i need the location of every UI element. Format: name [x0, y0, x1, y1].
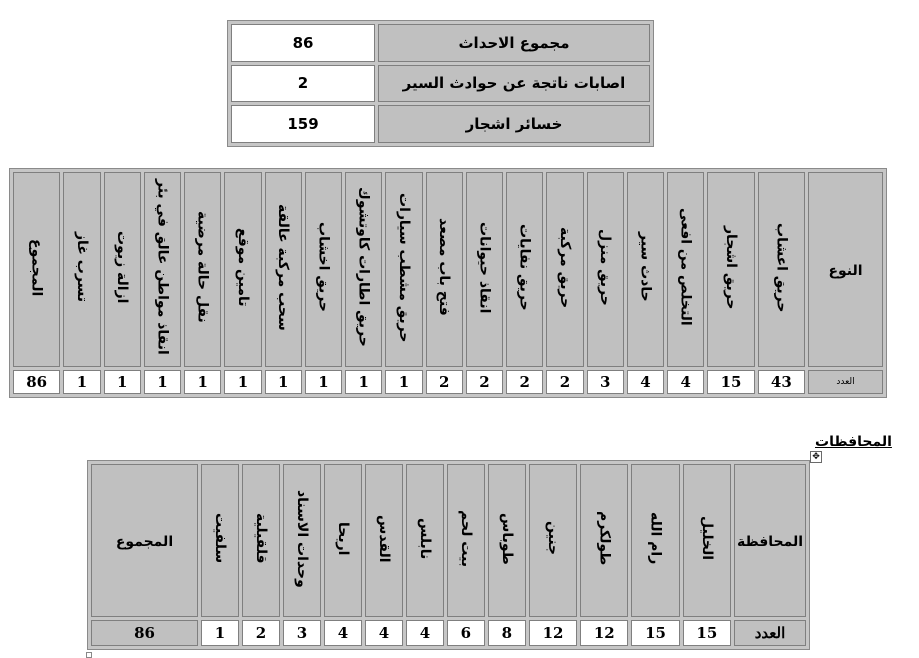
types-header-row [13, 172, 883, 367]
types-count-row [13, 370, 883, 394]
type-count: 1 [184, 370, 221, 394]
type-count: 4 [667, 370, 704, 394]
gov-header-cell [529, 464, 577, 617]
summary-value: 159 [231, 105, 375, 143]
type-header-cell [758, 172, 805, 367]
gov-count: 2 [242, 620, 280, 646]
gov-header-cell [365, 464, 403, 617]
gov-count: 15 [683, 620, 731, 646]
type-name: حريق منزل [597, 228, 614, 306]
type-header-cell [144, 172, 181, 367]
gov-name: جنين [545, 521, 561, 556]
resize-handle[interactable] [86, 652, 92, 658]
gov-header-cell [631, 464, 679, 617]
gov-name: القدس [375, 514, 392, 563]
gov-count: 8 [488, 620, 526, 646]
governorates-title: المحافظات [815, 434, 892, 450]
type-header-cell [305, 172, 342, 367]
type-name: حريق اطارات كاوتشوك [355, 187, 372, 348]
gov-count: 1 [201, 620, 239, 646]
gov-count: 6 [447, 620, 485, 646]
type-header-cell [426, 172, 463, 367]
gov-name: سلفيت [211, 513, 228, 564]
summary-table [227, 20, 654, 147]
type-count: 43 [758, 370, 805, 394]
gov-header-cell [242, 464, 280, 617]
type-count: 1 [63, 370, 100, 394]
type-header-cell [546, 172, 583, 367]
type-count: 1 [385, 370, 422, 394]
type-count: 15 [707, 370, 754, 394]
gov-count: 4 [406, 620, 444, 646]
move-handle-icon[interactable]: ✥ [810, 451, 822, 463]
types-total-label: المجموع [28, 238, 45, 296]
type-name: سحب مركبة عالقة [275, 203, 292, 331]
type-name: انقاذ حيوانات [476, 221, 493, 314]
type-name: حريق اعشاب [773, 222, 790, 313]
incident-types-table [9, 168, 887, 398]
gov-name: الخليل [698, 516, 715, 561]
type-header-cell [184, 172, 221, 367]
type-count: 4 [627, 370, 664, 394]
type-count: 3 [587, 370, 624, 394]
govs-total-value: 86 [91, 620, 198, 646]
govs-header-label: المحافظة [736, 533, 804, 550]
type-name: تسرب غاز [73, 232, 90, 303]
gov-name: قلقيلية [252, 513, 269, 564]
summary-value: 86 [231, 24, 375, 62]
type-count: 1 [305, 370, 342, 394]
summary-row [231, 24, 650, 62]
type-name: ازالة زيوت [114, 231, 131, 304]
type-header-cell [466, 172, 503, 367]
gov-header-cell [406, 464, 444, 617]
govs-total-label: المجموع [115, 533, 174, 550]
govs-governorate-header [734, 464, 806, 617]
gov-count: 3 [283, 620, 321, 646]
types-total-value: 86 [13, 370, 60, 394]
govs-total-header [91, 464, 198, 617]
type-count: 2 [506, 370, 543, 394]
type-name: حريق اخشاب [315, 222, 332, 313]
type-name: نقل حالة مرضية [194, 211, 211, 324]
type-count: 1 [144, 370, 181, 394]
type-header-cell [506, 172, 543, 367]
type-count: 1 [224, 370, 261, 394]
summary-value: 2 [231, 65, 375, 103]
type-count: 2 [466, 370, 503, 394]
type-count: 1 [104, 370, 141, 394]
type-header-cell [224, 172, 261, 367]
gov-name: نابلس [416, 517, 433, 560]
gov-header-cell [201, 464, 239, 617]
type-header-cell [587, 172, 624, 367]
types-type-header [808, 172, 883, 367]
type-header-cell [707, 172, 754, 367]
govs-header-row [91, 464, 806, 617]
summary-label: اصابات ناتجة عن حوادث السير [378, 65, 650, 103]
gov-count: 4 [365, 620, 403, 646]
gov-header-cell [488, 464, 526, 617]
type-count: 1 [265, 370, 302, 394]
gov-count: 15 [631, 620, 679, 646]
type-header-cell [667, 172, 704, 367]
type-header-cell [345, 172, 382, 367]
types-total-header [13, 172, 60, 367]
type-name: التخلص من افعى [677, 208, 694, 327]
type-header-cell [104, 172, 141, 367]
gov-name: بيت لحم [457, 509, 474, 567]
type-name: فتح باب مصعد [436, 218, 453, 317]
type-name: حادث سير [637, 232, 654, 303]
gov-header-cell [283, 464, 321, 617]
type-count: 1 [345, 370, 382, 394]
gov-count: 12 [529, 620, 577, 646]
type-name: حريق اشجار [723, 225, 740, 310]
govs-count-row [91, 620, 806, 646]
type-name: حريق مركبة [556, 226, 573, 308]
type-name: حريق مشطب سيارات [395, 192, 412, 343]
summary-row [231, 65, 650, 103]
gov-name: رام الله [647, 512, 664, 565]
type-header-cell [385, 172, 422, 367]
governorates-table [87, 460, 810, 650]
summary-label: خسائر اشجار [378, 105, 650, 143]
summary-label: مجموع الاحداث [378, 24, 650, 62]
summary-row [231, 105, 650, 143]
govs-count-label: العدد [734, 620, 806, 646]
type-name: انقاذ مواطن عالق في بئر [154, 179, 171, 356]
type-count: 2 [426, 370, 463, 394]
gov-count: 12 [580, 620, 628, 646]
type-header-cell [63, 172, 100, 367]
type-name: حريق نفايات [516, 223, 533, 311]
gov-header-cell [324, 464, 362, 617]
types-count-label: العدد [808, 370, 883, 394]
type-header-cell [265, 172, 302, 367]
type-count: 2 [546, 370, 583, 394]
gov-count: 4 [324, 620, 362, 646]
gov-header-cell [580, 464, 628, 617]
gov-name: طوباس [498, 512, 515, 565]
type-name: تامين موقع [234, 228, 251, 307]
gov-header-cell [447, 464, 485, 617]
gov-name: وحدات الاسناد [293, 489, 310, 588]
type-header-cell [627, 172, 664, 367]
gov-header-cell [683, 464, 731, 617]
gov-name: طولكرم [596, 511, 613, 566]
gov-name: اريحا [334, 521, 351, 556]
types-header-label: النوع [828, 262, 863, 279]
